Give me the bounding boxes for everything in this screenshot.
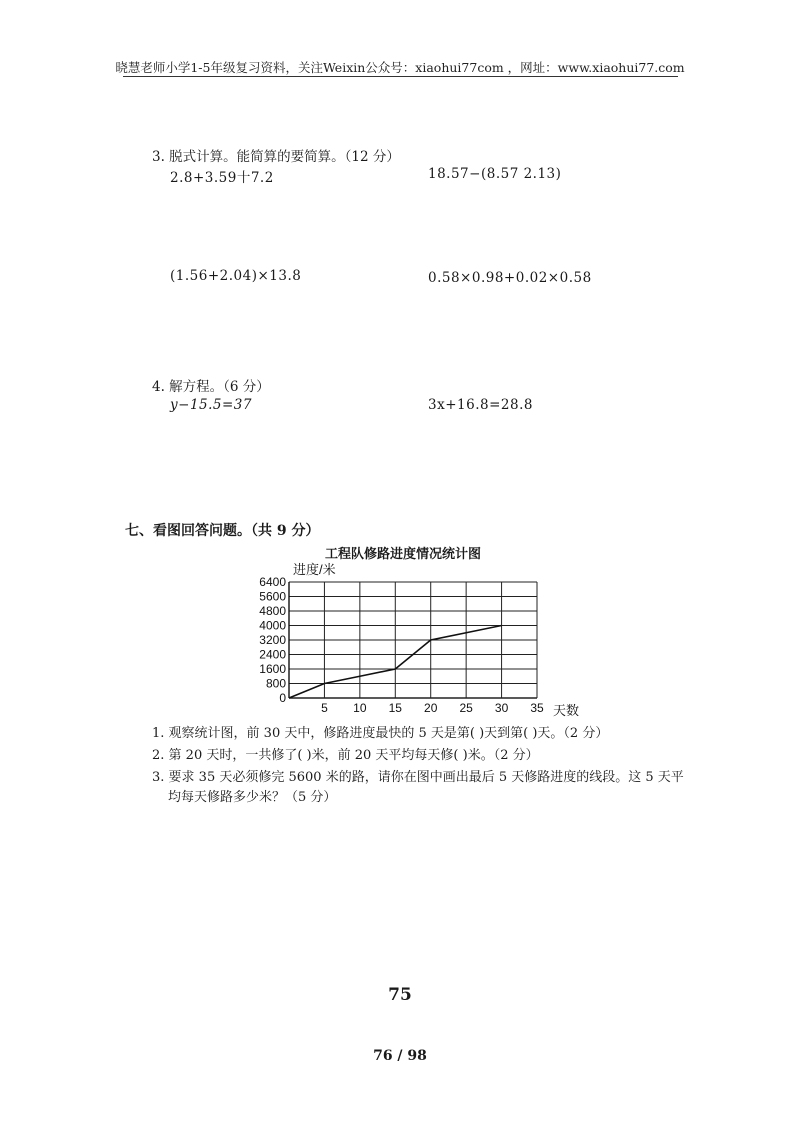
x-axis-label: 天数 — [553, 703, 580, 718]
x-tick-label: 25 — [459, 701, 473, 715]
x-tick-label: 20 — [424, 701, 438, 715]
y-tick-label: 6400 — [259, 575, 286, 589]
page-number: 75 — [388, 985, 412, 1005]
q3-title: 3. 脱式计算。能简算的要简算。（12 分） — [152, 149, 400, 165]
x-tick-label: 15 — [388, 701, 402, 715]
q3-expr-4: 0.58×0.98+0.02×0.58 — [428, 270, 592, 286]
y-tick-label: 4800 — [259, 604, 286, 618]
header-rule — [123, 76, 678, 77]
y-tick-label: 3200 — [259, 633, 286, 647]
q4-eq-2: 3x+16.8=28.8 — [428, 397, 533, 413]
question-3-line-1: 3. 要求 35 天必须修完 5600 米的路，请你在图中画出最后 5 天修路进度的线段。这 5 天平 — [152, 770, 684, 785]
q4-eq-1: y−15.5=37 — [170, 397, 252, 413]
y-tick-label: 0 — [279, 691, 286, 705]
question-2: 2. 第 20 天时，一共修了( )米，前 20 天平均每天修( )米。（2 分） — [152, 748, 539, 763]
page-counter: 76 / 98 — [373, 1048, 427, 1064]
section-7-title: 七、看图回答问题。（共 9 分） — [125, 523, 320, 539]
chart-title: 工程队修路进度情况统计图 — [325, 547, 482, 562]
question-1: 1. 观察统计图，前 30 天中，修路进度最快的 5 天是第( )天到第( )天。（2 分） — [152, 726, 609, 741]
q4-title: 4. 解方程。（6 分） — [152, 379, 270, 395]
y-tick-label: 5600 — [259, 589, 286, 604]
q3-expr-1: 2.8+3.59十7.2 — [170, 170, 274, 186]
y-tick-label: 800 — [265, 676, 286, 691]
q3-expr-3: (1.56+2.04)×13.8 — [170, 268, 302, 284]
y-tick-label: 2400 — [259, 647, 286, 662]
x-tick-label: 30 — [494, 701, 509, 715]
question-3-line-2: 均每天修路多少米？（5 分） — [168, 790, 337, 805]
y-tick-label: 4000 — [259, 618, 286, 633]
x-tick-label: 5 — [321, 701, 328, 715]
q3-expr-2: 18.57−(8.57 2.13) — [428, 166, 562, 182]
x-tick-label: 35 — [530, 701, 544, 715]
header-text: 晓慧老师小学1-5年级复习资料，关注Weixin公众号：xiaohui77com ，网址：www.xiaohui77.com — [115, 60, 685, 75]
y-tick-label: 1600 — [259, 662, 286, 676]
progress-line-chart — [245, 558, 585, 720]
y-axis-label: 进度/米 — [293, 562, 336, 577]
x-tick-label: 10 — [353, 701, 367, 715]
